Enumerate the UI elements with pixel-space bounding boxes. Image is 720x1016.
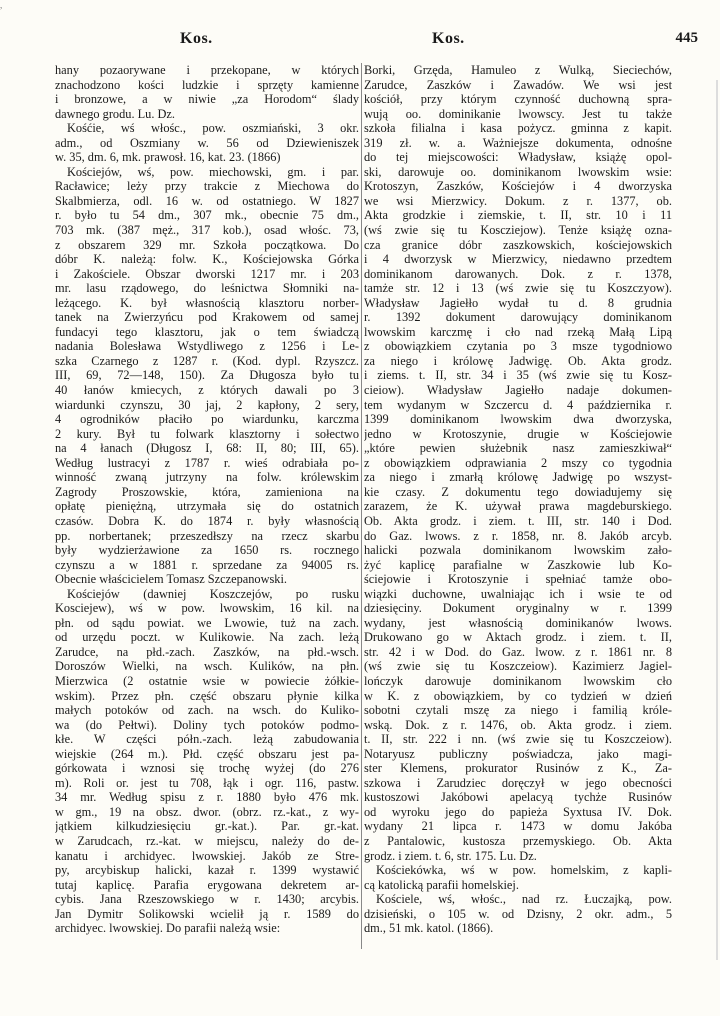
text-line: 319 zł. w. a. Ważniejsze dokumenta, odnośne bbox=[364, 135, 672, 150]
text-line: szkowa i Zarudziec doręczył w jego obecności bbox=[364, 775, 672, 790]
text-line: w gm., 19 na obsz. dwor. (obrz. rz.-kat., z wy- bbox=[55, 804, 359, 819]
text-line: wską. Dok. z r. 1476, ob. Akta grodz. i ziem. bbox=[364, 717, 672, 732]
text-line: małych potoków od zach. na wsch. do Kuliko- bbox=[55, 703, 359, 718]
text-line: Mierzwica (2 ostatnie wsie w powiecie żółkie- bbox=[55, 673, 359, 688]
text-line: Zarudce, na płd.-zach. Zaszków, na płd.-wsch. bbox=[55, 644, 359, 659]
text-line: dóbr K. należą: folw. K., Kościejowska Górka bbox=[55, 252, 359, 267]
text-line: Skalbmierza, odl. 16 w. od ostatniego. W 1827 bbox=[55, 193, 359, 208]
text-line: sobotni czytali mszę za niego i familią króle- bbox=[364, 703, 672, 718]
text-line: adm., od Oszmiany w. 56 od Dziewieniszek bbox=[55, 135, 359, 150]
text-line: szka Czarnego z 1287 r. (Kod. dypl. Rzyszcz. bbox=[55, 353, 359, 368]
text-line: Drukowano go w Aktach grodz. i ziem. t. II, bbox=[364, 630, 672, 645]
text-line: z Pantalowic, kustosza przemyskiego. Ob. Akta bbox=[364, 833, 672, 848]
text-line: Akta grodzkie i ziemskie, t. II, str. 10 i 11 bbox=[364, 208, 672, 223]
text-line: halicki pozwala dominikanom lwowskim zało- bbox=[364, 543, 672, 558]
text-line: kościół, przy którym czynność duchowną spra- bbox=[364, 92, 672, 107]
text-line: leżącego. K. był własnością klasztoru norber- bbox=[55, 295, 359, 310]
text-line: tanek na Zwierzyńcu pod Krakowem od samej bbox=[55, 310, 359, 325]
text-line: pp. norbertanek; przeszedłszy na rzecz skarbu bbox=[55, 528, 359, 543]
corner-mark: , bbox=[0, 0, 3, 10]
text-line: Jan Dymitr Solikowski wcielił ją r. 1589 do bbox=[55, 906, 359, 921]
text-line: Zarudce, Zaszków i Zawadów. We wsi jest bbox=[364, 77, 672, 92]
text-line: do tej miejscowości: Władysław, książę opol- bbox=[364, 150, 672, 165]
text-line: Kosciejew), wś w pow. lwowskim, 16 kil. na bbox=[55, 601, 359, 616]
text-line: Notaryusz publiczny poświadcza, jako magi- bbox=[364, 746, 672, 761]
text-line: lończyk darowuje dominikanom lwowskim cło bbox=[364, 673, 672, 688]
text-line: (wś zwie się tu Koszczeiow). Kazimierz Jagiel- bbox=[364, 659, 672, 674]
text-line: kłe. W części półn.-zach. leżą zabudowania bbox=[55, 732, 359, 747]
text-line: z obowiązkiem czytania po 3 msze tygodniowo bbox=[364, 339, 672, 354]
text-line: i bronzowe, a w niwie „za Horodom“ ślady bbox=[55, 92, 359, 107]
text-line: 40 łanów kmiecych, z których dawali po 3 bbox=[55, 383, 359, 398]
text-line: kanatu i archidyec. lwowskiej. Jakób ze Stre- bbox=[55, 848, 359, 863]
text-line: opłatę pieniężną, utrzymała się do ostatnich bbox=[55, 499, 359, 514]
text-line: na 4 łanach (Długosz I, 68: II, 80; III, 65). bbox=[55, 441, 359, 456]
text-line: 703 mk. (387 męż., 317 kob.), osad włośc. 73, bbox=[55, 223, 359, 238]
text-line: Kościele, wś, włośc., nad rz. Łuczajką, pow. bbox=[376, 892, 672, 907]
left-column bbox=[55, 63, 359, 936]
text-line: winność zwaną jutrzyny na folw. królewskim bbox=[55, 470, 359, 485]
text-line: i 4 dworzysk w Mierzwicy, niedawno przedtem bbox=[364, 252, 672, 267]
page-header bbox=[54, 30, 702, 52]
text-line: cza granice dóbr zaszkowskich, kościejowskich bbox=[364, 237, 672, 252]
text-line: kustoszowi Jakóbowi apelacyą tychże Rusinów bbox=[364, 790, 672, 805]
text-line: od wyroku jego do papieża Syxtusa IV. Dok. bbox=[364, 804, 672, 819]
right-column bbox=[364, 63, 672, 936]
text-line: w. 35, dm. 6, mk. prawosł. 16, kat. 23. (1866) bbox=[55, 150, 281, 165]
text-line: 4 ogrodników płaciło po wiardunku, karczma bbox=[55, 412, 359, 427]
text-line: III, 69, 72—148, 150). Za Długosza było tu bbox=[55, 368, 359, 383]
page-number: 445 bbox=[675, 30, 698, 46]
text-line: Borki, Grzęda, Hamuleo z Wulką, Sieciechów, bbox=[364, 63, 672, 77]
text-line: szkoła filialna i kasa pożycz. gminna z kapit. bbox=[364, 121, 672, 136]
text-line: wa (do Pełtwi). Doliny tych potoków podmo- bbox=[55, 717, 359, 732]
text-line: lwowskim karczmę i cło nad rzeką Małą Lipą bbox=[364, 324, 672, 339]
text-line: za niego i królowę Jadwigę. Ob. Akta grodz. bbox=[364, 353, 672, 368]
text-line: jedno w Krotoszynie, drugie w Kościejowie bbox=[364, 426, 672, 441]
text-line: hany pozaorywane i przekopane, w których bbox=[55, 63, 359, 77]
text-line: za niego i zmarłą królowę Jadwigę po wszyst- bbox=[364, 470, 672, 485]
text-line: we wsi Mierzwicy. Dokum. z r. 1377, ob. bbox=[364, 193, 672, 208]
text-line: zarazem, że K. używał prawa magdeburskiego. bbox=[364, 499, 672, 514]
text-line: w Zarudcach, rz.-kat. w miejscu, należy do de- bbox=[55, 833, 359, 848]
text-line: dziesięciny. Dokument oryginalny w r. 1399 bbox=[364, 601, 672, 616]
text-line: z obowiązkiem odprawiania 2 mszy co tygodnia bbox=[364, 455, 672, 470]
text-line: t. II, str. 222 i nn. (wś zwie się tu Koszczeiow). bbox=[364, 732, 672, 747]
text-line: wiązki duchowne, uwalniając ich i wsie te od bbox=[364, 586, 672, 601]
text-line: z obszarem 329 mr. Szkoła początkowa. Do bbox=[55, 237, 359, 252]
text-line: wują oo. dominikanie lwowscy. Jest tu także bbox=[364, 106, 672, 121]
text-line: Kośćie, wś włośc., pow. oszmiański, 3 okr. bbox=[67, 121, 359, 136]
text-line: „które pewien służebnik nasz zamieszkiwał“ bbox=[364, 441, 672, 456]
text-line: (wś zwie się tu Koscziejow). Tenże książę ozna- bbox=[364, 223, 672, 238]
text-line: czynszu a w 1881 r. sprzedane za 94005 rs. bbox=[55, 557, 359, 572]
text-line: dzisieński, o 105 w. od Dzisny, 2 okr. adm., 5 bbox=[364, 906, 672, 921]
text-line: Władysław Jagiełło wydał tu d. 8 grudnia bbox=[364, 295, 672, 310]
text-line: tem wydanym w Szczercu d. 4 października r. bbox=[364, 397, 672, 412]
column-divider bbox=[361, 63, 362, 949]
text-line: r. było tu 54 dm., 307 mk., obecnie 75 dm., bbox=[55, 208, 359, 223]
text-line: Racławice; leży przy trakcie z Miechowa do bbox=[55, 179, 359, 194]
text-line: wskim). Przez płn. część obszaru płynie kilka bbox=[55, 688, 359, 703]
text-line: żyć kaplicę parafialne w Zaszkowie lub Ko- bbox=[364, 557, 672, 572]
page-edge-shadow bbox=[716, 80, 718, 960]
text-line: wydany 21 lipca r. 1473 w domu Jakóba bbox=[364, 819, 672, 834]
text-line: tamże str. 12 i 13 (wś zwie się tu Koszczyow). bbox=[364, 281, 672, 296]
text-line: Doroszów Wielki, na wsch. Kulików, na płn. bbox=[55, 659, 359, 674]
text-line: wiardunki czynszu, 30 jaj, 2 kapłony, 2 sery, bbox=[55, 397, 359, 412]
text-line: 1399 dominikanom lwowskim dwa dworzyska, bbox=[364, 412, 672, 427]
text-line: Według lustracyi z 1787 r. wieś odrabiała po- bbox=[55, 455, 359, 470]
text-line: wiejskie (264 m.). Płd. część obszaru jest pa- bbox=[55, 746, 359, 761]
text-line: ściejowie i Krotoszynie i spełniać tamże obo- bbox=[364, 572, 672, 587]
text-line: cybis. Jana Rzeszowskiego w r. 1430; arcybis. bbox=[55, 892, 359, 907]
text-line: górkowata i wznosi się trochę wyżej (do 276 bbox=[55, 761, 359, 776]
text-line: były wydzierżawione za 1650 rs. rocznego bbox=[55, 543, 359, 558]
text-line: tutaj kaplicę. Parafia erygowana dekretem ar- bbox=[55, 877, 359, 892]
text-line: od urzędu poczt. w Kulikowie. Na zach. leżą bbox=[55, 630, 359, 645]
text-line: r. 1392 dokument darowujący dominikanom bbox=[364, 310, 672, 325]
text-line: str. 42 i w Dod. do Gaz. lwow. z r. 1861 nr. 8 bbox=[364, 644, 672, 659]
text-line: wydany, jest własnością dominikanów lwows. bbox=[364, 615, 672, 630]
text-line: nadania Bolesława Wstydliwego z 1256 i Le- bbox=[55, 339, 359, 354]
text-line: Krotoszyn, Zaszków, Kościejów i 4 dworzyska bbox=[364, 179, 672, 194]
text-line: cieiow). Władysław Jagiełło nadaje dokumen- bbox=[364, 383, 672, 398]
text-line: dm., 51 mk. katol. (1866). bbox=[364, 921, 494, 936]
text-line: Zagrody Proszowskie, która, zamieniona na bbox=[55, 484, 359, 499]
text-line: mr. lasu rządowego, do leśnictwa Słomniki na- bbox=[55, 281, 359, 296]
text-line: Obecnie właścicielem Tomasz Szczepanowski. bbox=[55, 572, 287, 587]
text-line: cą katolicką parafii homelskiej. bbox=[364, 877, 519, 892]
text-line: fundacyi tego klasztoru, jak o tem świadczą bbox=[55, 324, 359, 339]
text-line: ster Klemens, prokurator Rusinów z K., Za- bbox=[364, 761, 672, 776]
text-line: w K. z obowiązkiem, by co tydzień w dzień bbox=[364, 688, 672, 703]
text-line: archidyec. lwowskiej. Do parafii należą wsie: bbox=[55, 921, 281, 936]
text-line: m). Roli or. jest tu 708, łąk i ogr. 116, pastw. bbox=[55, 775, 359, 790]
text-line: py, arcybiskup halicki, kazał r. 1399 wystawić bbox=[55, 863, 359, 878]
text-line: znachodzono kości ludzkie i sprzęty kamienne bbox=[55, 77, 359, 92]
text-line: Kościejów (dawniej Koszczejów, po rusku bbox=[67, 586, 359, 601]
text-line: 2 kury. Był tu folwark klasztorny i sołectwo bbox=[55, 426, 359, 441]
text-line: dawnego grodu. Lu. Dz. bbox=[55, 106, 175, 121]
text-line: i ziems. t. II, str. 34 i 35 (wś zwie się tu Kosz- bbox=[364, 368, 672, 383]
running-head-left: Kos. bbox=[180, 30, 213, 47]
text-line: czasów. Dobra K. do 1874 r. były własnością bbox=[55, 513, 359, 528]
text-line: Ob. Akta grodz. i ziem. t. III, str. 140 i Dod. bbox=[364, 513, 672, 528]
text-line: dominikanom darowanych. Dok. z r. 1378, bbox=[364, 266, 672, 281]
text-line: i Zakościele. Obszar dworski 1217 mr. i 203 bbox=[55, 266, 359, 281]
running-head-right: Kos. bbox=[432, 30, 465, 47]
text-line: płn. od sądu powiat. we Lwowie, tuż na zach. bbox=[55, 615, 359, 630]
text-line: kie czasy. Z dokumentu tego dowiadujemy się bbox=[364, 484, 672, 499]
text-line: do Gaz. lwows. z r. 1858, nr. 8. Jakób arcyb. bbox=[364, 528, 672, 543]
text-line: Kościejów, wś, pow. miechowski, gm. i par. bbox=[67, 164, 359, 179]
text-line: jątkiem kilkudziesięciu gr.-kat.). Par. gr.-kat. bbox=[55, 819, 359, 834]
text-line: ski, darowuje oo. dominikanom lwowskim wsie: bbox=[364, 164, 672, 179]
text-line: Kościekówka, wś w pow. homelskim, z kapli- bbox=[376, 863, 672, 878]
text-line: 34 mr. Według spisu z r. 1880 było 476 mk. bbox=[55, 790, 359, 805]
text-line: grodz. i ziem. t. 6, str. 175. Lu. Dz. bbox=[364, 848, 537, 863]
